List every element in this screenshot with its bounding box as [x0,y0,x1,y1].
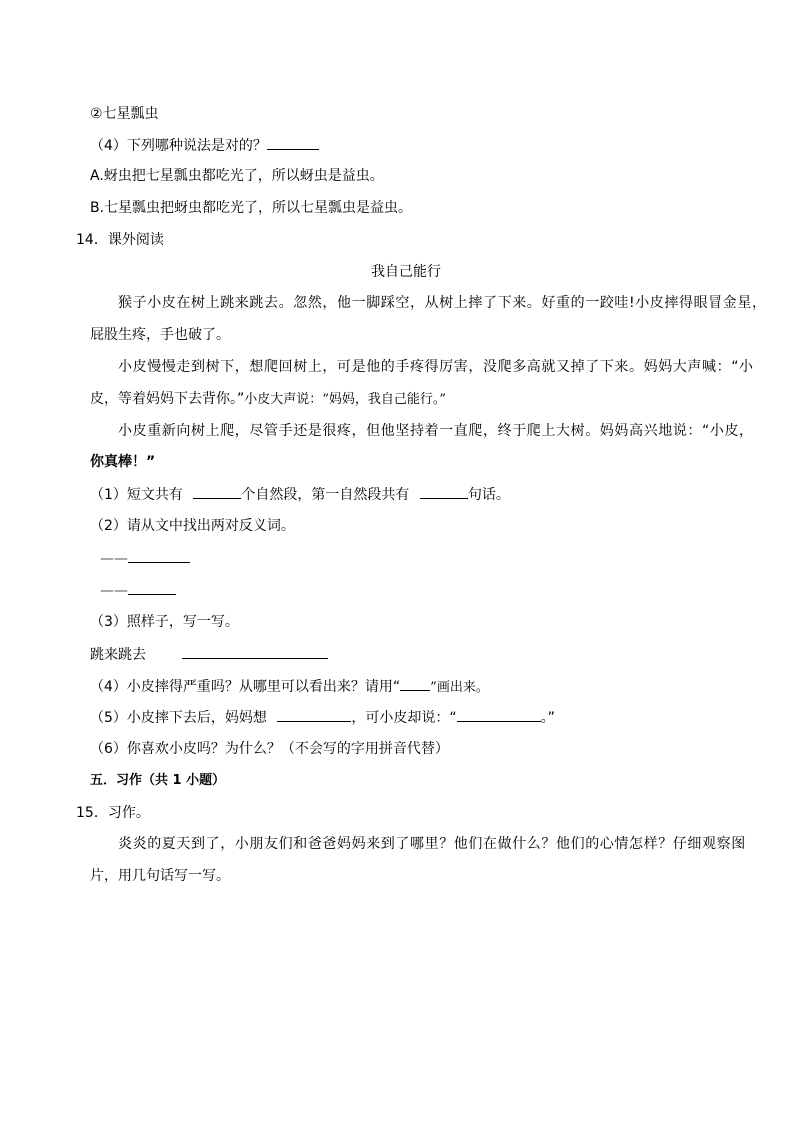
sub-question-5-text-c: 。” [540,710,555,726]
antonym-pair-1 [100,548,190,569]
passage-paragraph-1: 猴子小皮在树上跳来跳去。忽然，他一脚踩空，从树上摔了下来。好重的一跤哇!小皮摔得眼冒金星， [118,295,767,311]
option-2: ②七星瓢虫 [90,106,159,122]
passage-paragraph-2-cont-a: 皮，等着妈妈下去背你。” [90,391,245,407]
sub-question-1 [90,484,510,505]
answer-blank[interactable] [193,484,241,499]
sub-question-5-text-a: （5）小皮摔下去后，妈妈想 [90,710,267,726]
section-5-heading: 五．习作（共 1 小题） [90,773,226,788]
question-15-body-cont: 片，用几句话写一写。 [90,868,230,884]
answer-blank[interactable] [457,707,541,722]
dash: —— [100,551,128,567]
passage-paragraph-3: 小皮重新向树上爬，尽管手还是很疼，但他坚持着一直爬，终于爬上大树。妈妈高兴地说：“小皮， [118,423,754,439]
answer-blank[interactable] [420,484,468,499]
choice-b: B.七星瓢虫把蚜虫都吃光了，所以七星瓢虫是益虫。 [90,200,413,216]
passage-paragraph-2-cont [90,389,446,410]
answer-blank[interactable] [267,135,319,150]
passage-title: 我自己能行 [371,264,441,280]
question-14-header: 14．课外阅读 [76,232,164,248]
answer-blank[interactable] [400,676,430,691]
example-row [90,644,328,665]
sub-question-5 [90,707,555,728]
sub-question-1-text-c: 句话。 [467,487,510,503]
passage-paragraph-1-cont: 屁股生疼，手也破了。 [90,327,230,343]
sub-question-1-text-a: （1）短文共有 [90,487,183,503]
sub-question-6: （6）你喜欢小皮吗？为什么？（不会写的字用拼音代替） [90,741,449,757]
passage-paragraph-2-cont-b: 小皮大声说：“妈妈，我自己能行。” [244,392,447,407]
sub-question-4-text-b: ”画出来。 [430,680,489,695]
question-4-text: （4）下列哪种说法是对的？ [90,138,267,154]
choice-a: A.蚜虫把七星瓢虫都吃光了，所以蚜虫是益虫。 [90,168,384,184]
question-15-body: 炎炎的夏天到了，小朋友们和爸爸妈妈来到了哪里？他们在做什么？他们的心情怎样？仔细观察图 [118,836,746,852]
dash: —— [100,583,128,599]
sub-question-5-text-b: ，可小皮却说：“ [351,710,457,726]
answer-blank[interactable] [277,707,351,722]
sub-question-1-text-b: 个自然段，第一自然段共有 [241,487,410,503]
sub-question-3: （3）照样子，写一写。 [90,614,239,630]
question-4-prompt [90,135,319,156]
answer-blank[interactable] [182,644,328,659]
passage-paragraph-3-cont: 你真棒！” [90,454,156,470]
sub-question-4-text-a: （4）小皮摔得严重吗？从哪里可以看出来？请用“ [90,679,401,695]
example-word: 跳来跳去 [90,647,146,663]
question-15-header: 15．习作。 [76,805,150,821]
sub-question-2: （2）请从文中找出两对反义词。 [90,518,295,534]
antonym-pair-2 [100,580,176,601]
sub-question-4 [90,676,489,698]
answer-blank[interactable] [128,548,190,563]
passage-paragraph-2: 小皮慢慢走到树下，想爬回树上，可是他的手疼得厉害，没爬多高就又掉了下来。妈妈大声喊：“小 [118,359,754,375]
answer-blank[interactable] [128,580,176,595]
